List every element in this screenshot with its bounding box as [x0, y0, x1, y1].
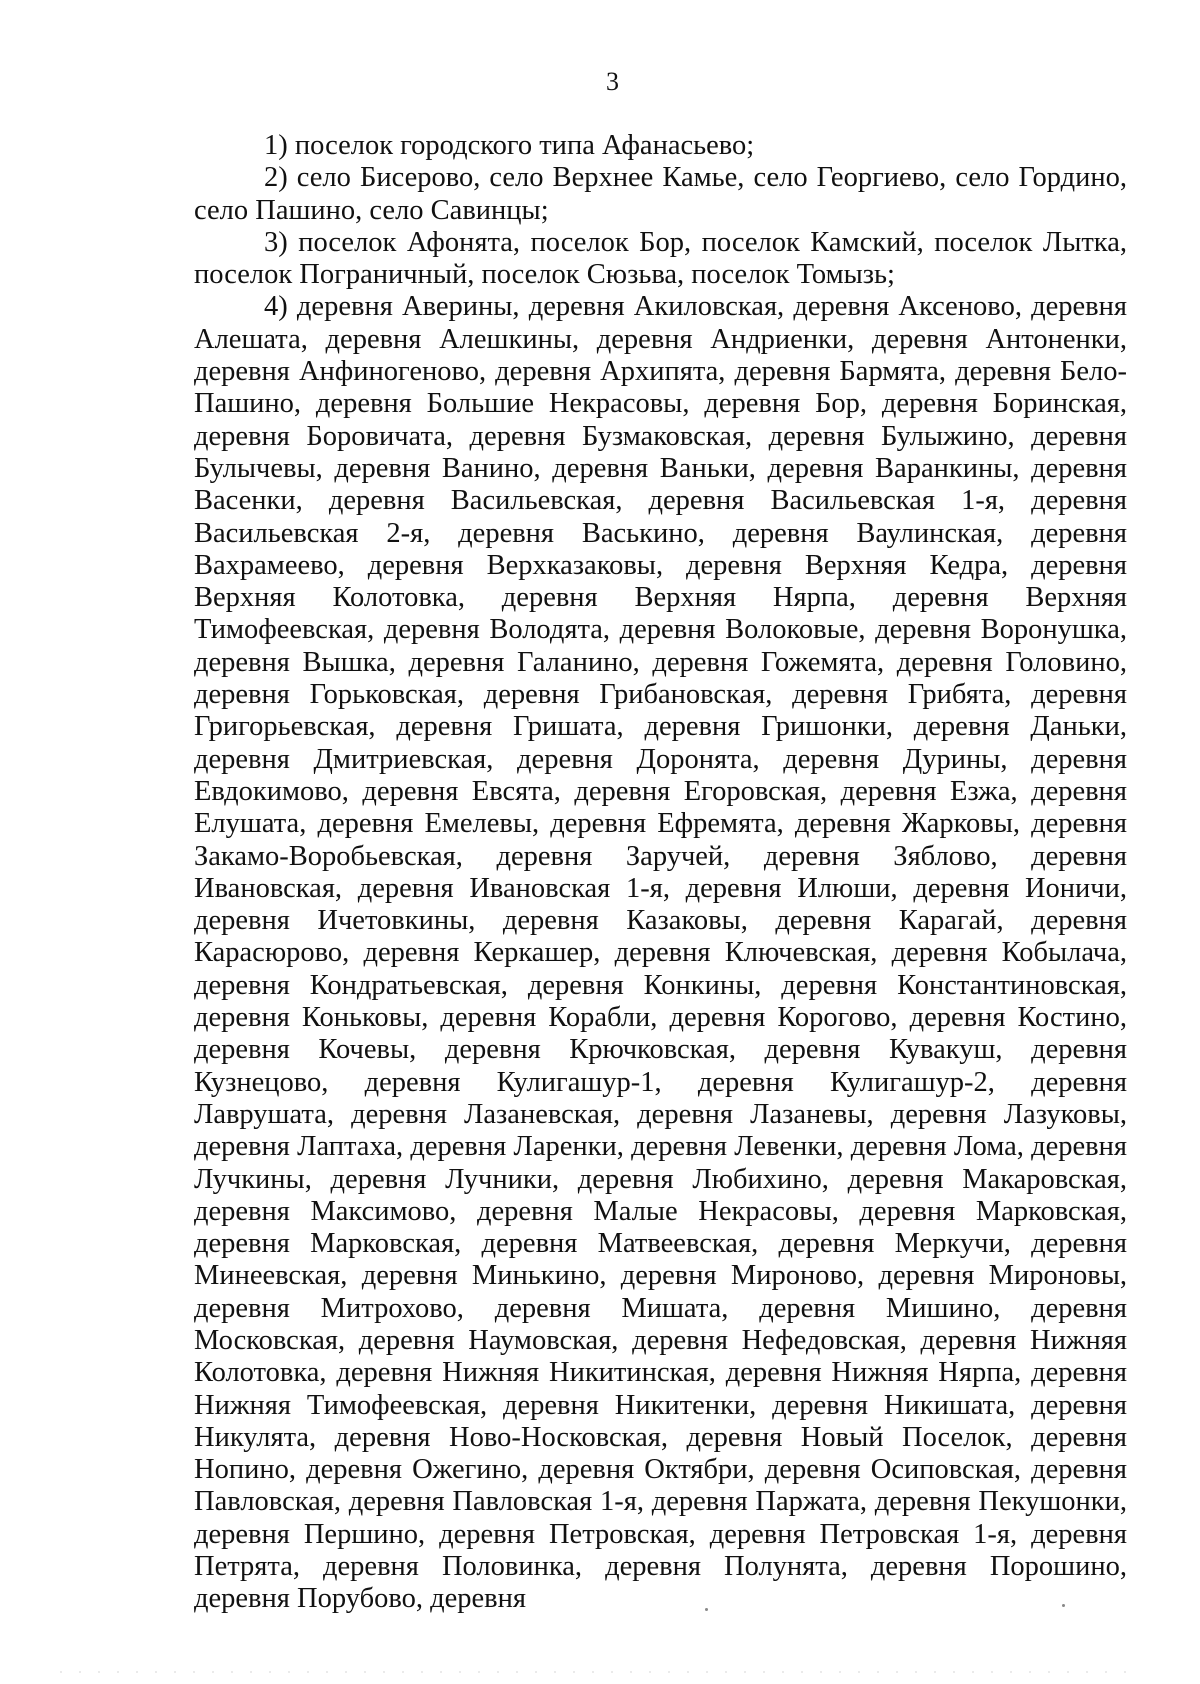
- page-number: 3: [606, 67, 619, 96]
- list-item: 2) село Бисерово, село Верхнее Камье, село Георгиево, село Гордино, село Пашино, село Савинцы;: [194, 162, 1127, 226]
- list-item: 4) деревня Аверины, деревня Акиловская, деревня Аксеново, деревня Алешата, деревня Алешкины, деревня Андриенки, деревня Антоненки, деревня Анфиногеново, деревня Архипята, деревня Бармята, деревня Бело-Пашино, деревня Большие Некрасовы, деревня Бор, деревня Боринская, деревня Боровичата, деревня Бузмаковская, деревня Булыжино, деревня Булычевы, деревня Ванино, деревня Ваньки, деревня Варанкины, деревня Васенки, деревня Васильевская, деревня Васильевская 1-я, деревня Васильевская 2-я, деревня Васькино, деревня Ваулинская, деревня Вахрамеево, деревня Верхказаковы, деревня Верхняя Кедра, деревня Верхняя Колотовка, деревня Верхняя Нярпа, деревня Верхняя Тимофеевская, деревня Володята, деревня Волоковые, деревня Воронушка, деревня Вышка, деревня Галанино, деревня Гожемята, деревня Головино, деревня Горьковская, деревня Грибановская, деревня Грибята, деревня Григорьевская, деревня Гришата, деревня Гришонки, деревня Даньки, деревня Дмитриевская, деревня Доронята, деревня Дурины, деревня Евдокимово, деревня Евсята, деревня Егоровская, деревня Езжа, деревня Елушата, деревня Емелевы, деревня Ефремята, деревня Жарковы, деревня Закамо-Воробьевская, деревня Заручей, деревня Зяблово, деревня Ивановская, деревня Ивановская 1-я, деревня Илюши, деревня Ионичи, деревня Ичетовкины, деревня Казаковы, деревня Карагай, деревня Карасюрово, деревня Керкашер, деревня Ключевская, деревня Кобылача, деревня Кондратьевская, деревня Конкины, деревня Константиновская, деревня Коньковы, деревня Корабли, деревня Корогово, деревня Костино, деревня Кочевы, деревня Крючковская, деревня Кувакуш, деревня Кузнецово, деревня Кулигашур-1, деревня Кулигашур-2, деревня Лаврушата, деревня Лазаневская, деревня Лазаневы, деревня Лазуковы, деревня Лаптаха, деревня Ларенки, деревня Левенки, деревня Лома, деревня Лучкины, деревня Лучники, деревня Любихино, деревня Макаровская, деревня Максимово, деревня Малые Некрасовы, деревня Марковская, деревня Марковская, деревня Матвеевская, деревня Меркучи, деревня Минеевская, деревня Минькино, деревня Мироново, деревня Мироновы, деревня Митрохово, деревня Мишата, деревня Мишино, деревня Московская, деревня Наумовская, деревня Нефедовская, деревня Нижняя Колотовка, деревня Нижняя Никитинская, деревня Нижняя Нярпа, деревня Нижняя Тимофеевская, деревня Никитенки, деревня Никишата, деревня Никулята, деревня Ново-Носковская, деревня Новый Поселок, деревня Нопино, деревня Ожегино, деревня Октябри, деревня Осиповская, деревня Павловская, деревня Павловская 1-я, деревня Паржата, деревня Пекушонки, деревня Першино, деревня Петровская, деревня Петровская 1-я, деревня Петрята, деревня Половинка, деревня Полунята, деревня Порошино, деревня Порубово, деревня: [194, 291, 1127, 1615]
- list-item: 1) поселок городского типа Афанасьево;: [264, 130, 755, 161]
- scan-noise-row: [60, 1671, 1140, 1673]
- settlement-list: [194, 130, 1127, 1616]
- scan-speck: [705, 1608, 708, 1611]
- scan-speck: [1062, 1604, 1065, 1607]
- list-item: 3) поселок Афонята, поселок Бор, поселок Камский, поселок Лытка, поселок Пограничный, поселок Сюзьва, поселок Томызь;: [194, 226, 1127, 291]
